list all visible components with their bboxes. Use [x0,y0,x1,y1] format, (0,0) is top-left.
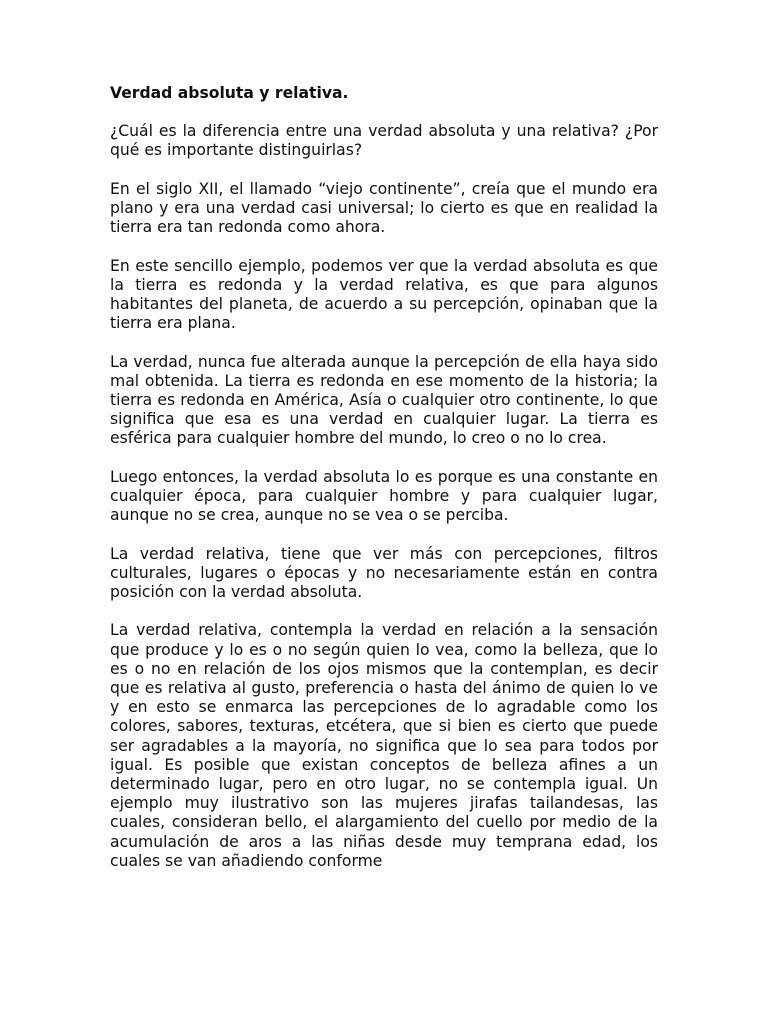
paragraph-7: La verdad relativa, contempla la verdad en relación a la sensación que produce y lo es o no según quien lo vea, como la belleza, que lo es o no en relación de los ojos mismos que la contemplan, es decir que es relativa al gusto, preferencia o hasta del ánimo de quien lo ve y en esto se enmarca las percepciones de lo agradable como los colores, sabores, texturas, etcétera, que si bien es cierto que puede ser agradables a la mayoría, no significa que lo sea para todos por igual. Es posible que existan conceptos de belleza afines a un determinado lugar, pero en otro lugar, no se contempla igual. Un ejemplo muy ilustrativo son las mujeres jirafas tailandesas, las cuales, consideran bello, el alargamiento del cuello por medio de la acumulación de aros a las niñas desde muy temprana edad, los cuales se van añadiendo conforme [110,621,658,870]
paragraph-2: En el siglo XII, el llamado “viejo continente”, creía que el mundo era plano y era una verdad casi universal; lo cierto es que en realidad la tierra era tan redonda como ahora. [110,179,658,237]
document-title: Verdad absoluta y relativa. [110,84,349,102]
paragraph-5: Luego entonces, la verdad absoluta lo es porque es una constante en cualquier época, para cualquier hombre y para cualquier lugar, aunque no se crea, aunque no se vea o se perciba. [110,467,658,525]
paragraph-1: ¿Cuál es la diferencia entre una verdad absoluta y una relativa? ¿Por qué es importante distinguirlas? [110,122,658,160]
paragraph-6: La verdad relativa, tiene que ver más con percepciones, filtros culturales, lugares o épocas y no necesariamente están en contra posición con la verdad absoluta. [110,544,658,601]
paragraph-3: En este sencillo ejemplo, podemos ver que la verdad absoluta es que la tierra es redonda y la verdad relativa, es que para algunos habitantes del planeta, de acuerdo a su percepción, opinaban que la tierra era plana. [110,256,658,333]
paragraph-4: La verdad, nunca fue alterada aunque la percepción de ella haya sido mal obtenida. La tierra es redonda en ese momento de la historia; la tierra es redonda en América, Asía o cualquier otro continente, lo que significa que esa es una verdad en cualquier lugar. La tierra es esférica para cualquier hombre del mundo, lo creo o no lo crea. [110,352,658,448]
document-page [110,84,658,890]
